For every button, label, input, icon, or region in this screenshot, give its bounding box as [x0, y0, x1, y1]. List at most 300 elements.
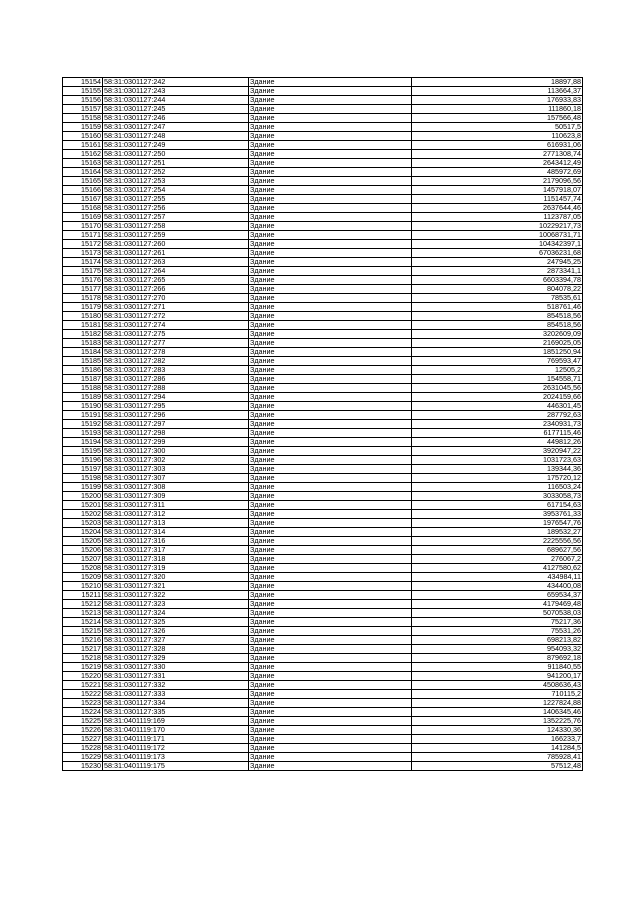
object-type-cell: Здание [249, 339, 412, 348]
object-type-cell: Здание [249, 537, 412, 546]
row-number-cell: 15158 [63, 114, 103, 123]
object-type-cell: Здание [249, 294, 412, 303]
row-number-cell: 15172 [63, 240, 103, 249]
cadastral-number-cell: 58:31:0301127:323 [103, 600, 249, 609]
row-number-cell: 15214 [63, 618, 103, 627]
cadastral-value-cell: 176933,83 [412, 96, 583, 105]
cadastral-value-cell: 2637644,46 [412, 204, 583, 213]
cadastral-value-cell: 785928,41 [412, 753, 583, 762]
object-type-cell: Здание [249, 105, 412, 114]
object-type-cell: Здание [249, 357, 412, 366]
cadastral-number-cell: 58:31:0301127:245 [103, 105, 249, 114]
cadastral-value-cell: 518761,46 [412, 303, 583, 312]
cadastral-value-cell: 175720,12 [412, 474, 583, 483]
table-row [63, 510, 583, 519]
cadastral-value-cell: 4508636,43 [412, 681, 583, 690]
row-number-cell: 15171 [63, 231, 103, 240]
row-number-cell: 15154 [63, 78, 103, 87]
cadastral-number-cell: 58:31:0401119:173 [103, 753, 249, 762]
table-row [63, 87, 583, 96]
cadastral-value-cell: 449812,26 [412, 438, 583, 447]
row-number-cell: 15173 [63, 249, 103, 258]
object-type-cell: Здание [249, 699, 412, 708]
cadastral-number-cell: 58:31:0301127:254 [103, 186, 249, 195]
cadastral-number-cell: 58:31:0301127:300 [103, 447, 249, 456]
object-type-cell: Здание [249, 78, 412, 87]
cadastral-number-cell: 58:31:0301127:295 [103, 402, 249, 411]
table-row [63, 573, 583, 582]
cadastral-value-cell: 116503,24 [412, 483, 583, 492]
object-type-cell: Здание [249, 267, 412, 276]
cadastral-number-cell: 58:31:0301127:308 [103, 483, 249, 492]
table-row [63, 636, 583, 645]
row-number-cell: 15206 [63, 546, 103, 555]
cadastral-number-cell: 58:31:0301127:248 [103, 132, 249, 141]
cadastral-number-cell: 58:31:0301127:298 [103, 429, 249, 438]
cadastral-value-cell: 4127580,62 [412, 564, 583, 573]
cadastral-value-cell: 12505,2 [412, 366, 583, 375]
row-number-cell: 15203 [63, 519, 103, 528]
row-number-cell: 15208 [63, 564, 103, 573]
row-number-cell: 15179 [63, 303, 103, 312]
cadastral-number-cell: 58:31:0301127:263 [103, 258, 249, 267]
cadastral-number-cell: 58:31:0301127:332 [103, 681, 249, 690]
cadastral-number-cell: 58:31:0401119:175 [103, 762, 249, 771]
cadastral-number-cell: 58:31:0301127:252 [103, 168, 249, 177]
row-number-cell: 15189 [63, 393, 103, 402]
object-type-cell: Здание [249, 618, 412, 627]
object-type-cell: Здание [249, 726, 412, 735]
cadastral-value-cell: 78535,61 [412, 294, 583, 303]
cadastral-number-cell: 58:31:0301127:296 [103, 411, 249, 420]
cadastral-value-cell: 6603394,78 [412, 276, 583, 285]
table-row [63, 204, 583, 213]
row-number-cell: 15190 [63, 402, 103, 411]
row-number-cell: 15183 [63, 339, 103, 348]
table-row [63, 429, 583, 438]
cadastral-value-cell: 911840,55 [412, 663, 583, 672]
cadastral-number-cell: 58:31:0301127:325 [103, 618, 249, 627]
object-type-cell: Здание [249, 375, 412, 384]
cadastral-value-cell: 75217,36 [412, 618, 583, 627]
object-type-cell: Здание [249, 465, 412, 474]
cadastral-value-cell: 6177115,46 [412, 429, 583, 438]
cadastral-value-cell: 1031723,63 [412, 456, 583, 465]
cadastral-value-cell: 2631045,56 [412, 384, 583, 393]
cadastral-value-cell: 769593,47 [412, 357, 583, 366]
table-row [63, 114, 583, 123]
cadastral-number-cell: 58:31:0301127:329 [103, 654, 249, 663]
cadastral-number-cell: 58:31:0301127:253 [103, 177, 249, 186]
row-number-cell: 15159 [63, 123, 103, 132]
row-number-cell: 15230 [63, 762, 103, 771]
object-type-cell: Здание [249, 402, 412, 411]
cadastral-value-cell: 139344,36 [412, 465, 583, 474]
cadastral-number-cell: 58:31:0301127:309 [103, 492, 249, 501]
cadastral-number-cell: 58:31:0301127:277 [103, 339, 249, 348]
row-number-cell: 15187 [63, 375, 103, 384]
table-row [63, 339, 583, 348]
object-type-cell: Здание [249, 330, 412, 339]
cadastral-value-cell: 2169025,05 [412, 339, 583, 348]
row-number-cell: 15218 [63, 654, 103, 663]
cadastral-number-cell: 58:31:0301127:320 [103, 573, 249, 582]
object-type-cell: Здание [249, 87, 412, 96]
cadastral-value-cell: 157566,48 [412, 114, 583, 123]
row-number-cell: 15177 [63, 285, 103, 294]
table-row [63, 321, 583, 330]
row-number-cell: 15204 [63, 528, 103, 537]
cadastral-value-cell: 617154,63 [412, 501, 583, 510]
cadastral-value-cell: 710115,2 [412, 690, 583, 699]
object-type-cell: Здание [249, 177, 412, 186]
cadastral-value-cell: 941200,17 [412, 672, 583, 681]
row-number-cell: 15225 [63, 717, 103, 726]
object-type-cell: Здание [249, 285, 412, 294]
row-number-cell: 15211 [63, 591, 103, 600]
cadastral-number-cell: 58:31:0301127:327 [103, 636, 249, 645]
row-number-cell: 15164 [63, 168, 103, 177]
object-type-cell: Здание [249, 114, 412, 123]
object-type-cell: Здание [249, 582, 412, 591]
cadastral-value-cell: 854518,56 [412, 321, 583, 330]
object-type-cell: Здание [249, 474, 412, 483]
table-row [63, 645, 583, 654]
table-row [63, 447, 583, 456]
row-number-cell: 15161 [63, 141, 103, 150]
cadastral-value-cell: 3033058,73 [412, 492, 583, 501]
cadastral-number-cell: 58:31:0301127:244 [103, 96, 249, 105]
table-row [63, 663, 583, 672]
cadastral-number-cell: 58:31:0301127:271 [103, 303, 249, 312]
table-row [63, 231, 583, 240]
object-type-cell: Здание [249, 276, 412, 285]
table-row [63, 474, 583, 483]
row-number-cell: 15197 [63, 465, 103, 474]
table-row [63, 78, 583, 87]
row-number-cell: 15188 [63, 384, 103, 393]
table-row [63, 384, 583, 393]
table-row [63, 312, 583, 321]
cadastral-number-cell: 58:31:0301127:318 [103, 555, 249, 564]
table-row [63, 591, 583, 600]
cadastral-number-cell: 58:31:0301127:283 [103, 366, 249, 375]
object-type-cell: Здание [249, 483, 412, 492]
cadastral-value-cell: 2179096,56 [412, 177, 583, 186]
cadastral-value-cell: 1976547,76 [412, 519, 583, 528]
table-row [63, 492, 583, 501]
cadastral-number-cell: 58:31:0301127:259 [103, 231, 249, 240]
row-number-cell: 15201 [63, 501, 103, 510]
row-number-cell: 15228 [63, 744, 103, 753]
table-row [63, 465, 583, 474]
object-type-cell: Здание [249, 492, 412, 501]
object-type-cell: Здание [249, 735, 412, 744]
table-row [63, 258, 583, 267]
cadastral-value-cell: 1457918,07 [412, 186, 583, 195]
object-type-cell: Здание [249, 681, 412, 690]
table-row [63, 222, 583, 231]
row-number-cell: 15163 [63, 159, 103, 168]
cadastral-number-cell: 58:31:0401119:172 [103, 744, 249, 753]
cadastral-value-cell: 10068731,71 [412, 231, 583, 240]
cadastral-value-cell: 879692,18 [412, 654, 583, 663]
cadastral-number-cell: 58:31:0301127:270 [103, 294, 249, 303]
table-row [63, 177, 583, 186]
cadastral-number-cell: 58:31:0301127:255 [103, 195, 249, 204]
cadastral-number-cell: 58:31:0301127:256 [103, 204, 249, 213]
object-type-cell: Здание [249, 231, 412, 240]
object-type-cell: Здание [249, 717, 412, 726]
row-number-cell: 15220 [63, 672, 103, 681]
row-number-cell: 15170 [63, 222, 103, 231]
cadastral-number-cell: 58:31:0301127:314 [103, 528, 249, 537]
row-number-cell: 15181 [63, 321, 103, 330]
object-type-cell: Здание [249, 240, 412, 249]
cadastral-number-cell: 58:31:0301127:243 [103, 87, 249, 96]
cadastral-number-cell: 58:31:0301127:272 [103, 312, 249, 321]
cadastral-value-cell: 446301,45 [412, 402, 583, 411]
cadastral-value-cell: 154558,71 [412, 375, 583, 384]
table-row [63, 618, 583, 627]
table-row [63, 753, 583, 762]
cadastral-number-cell: 58:31:0301127:311 [103, 501, 249, 510]
table-row [63, 294, 583, 303]
object-type-cell: Здание [249, 303, 412, 312]
cadastral-number-cell: 58:31:0301127:246 [103, 114, 249, 123]
cadastral-value-cell: 1851250,94 [412, 348, 583, 357]
table-row [63, 96, 583, 105]
object-type-cell: Здание [249, 186, 412, 195]
cadastral-number-cell: 58:31:0301127:247 [103, 123, 249, 132]
cadastral-value-cell: 104342397,1 [412, 240, 583, 249]
cadastral-number-cell: 58:31:0301127:303 [103, 465, 249, 474]
cadastral-value-cell: 67036231,68 [412, 249, 583, 258]
row-number-cell: 15209 [63, 573, 103, 582]
row-number-cell: 15226 [63, 726, 103, 735]
row-number-cell: 15185 [63, 357, 103, 366]
table-row [63, 123, 583, 132]
table-row [63, 411, 583, 420]
row-number-cell: 15162 [63, 150, 103, 159]
table-row [63, 240, 583, 249]
table-row [63, 213, 583, 222]
cadastral-value-cell: 276067,2 [412, 555, 583, 564]
cadastral-value-cell: 4179469,48 [412, 600, 583, 609]
cadastral-value-cell: 3202609,09 [412, 330, 583, 339]
cadastral-number-cell: 58:31:0301127:330 [103, 663, 249, 672]
table-row [63, 654, 583, 663]
object-type-cell: Здание [249, 213, 412, 222]
object-type-cell: Здание [249, 690, 412, 699]
row-number-cell: 15221 [63, 681, 103, 690]
table-row [63, 348, 583, 357]
cadastral-value-cell: 2340931,73 [412, 420, 583, 429]
row-number-cell: 15219 [63, 663, 103, 672]
row-number-cell: 15157 [63, 105, 103, 114]
table-row [63, 483, 583, 492]
table-row [63, 744, 583, 753]
cadastral-value-cell: 434984,11 [412, 573, 583, 582]
cadastral-number-cell: 58:31:0301127:328 [103, 645, 249, 654]
cadastral-number-cell: 58:31:0301127:260 [103, 240, 249, 249]
object-type-cell: Здание [249, 762, 412, 771]
object-type-cell: Здание [249, 555, 412, 564]
row-number-cell: 15180 [63, 312, 103, 321]
cadastral-number-cell: 58:31:0301127:324 [103, 609, 249, 618]
table-row [63, 267, 583, 276]
row-number-cell: 15224 [63, 708, 103, 717]
cadastral-value-cell: 804078,22 [412, 285, 583, 294]
row-number-cell: 15167 [63, 195, 103, 204]
row-number-cell: 15186 [63, 366, 103, 375]
object-type-cell: Здание [249, 168, 412, 177]
object-type-cell: Здание [249, 123, 412, 132]
table-row [63, 609, 583, 618]
row-number-cell: 15210 [63, 582, 103, 591]
row-number-cell: 15192 [63, 420, 103, 429]
cadastral-value-cell: 141284,5 [412, 744, 583, 753]
row-number-cell: 15207 [63, 555, 103, 564]
cadastral-value-cell: 50517,5 [412, 123, 583, 132]
cadastral-number-cell: 58:31:0301127:265 [103, 276, 249, 285]
row-number-cell: 15160 [63, 132, 103, 141]
row-number-cell: 15175 [63, 267, 103, 276]
table-row [63, 726, 583, 735]
object-type-cell: Здание [249, 672, 412, 681]
cadastral-number-cell: 58:31:0301127:258 [103, 222, 249, 231]
row-number-cell: 15155 [63, 87, 103, 96]
row-number-cell: 15217 [63, 645, 103, 654]
object-type-cell: Здание [249, 519, 412, 528]
table-row [63, 528, 583, 537]
table-row [63, 735, 583, 744]
cadastral-value-cell: 2024159,66 [412, 393, 583, 402]
cadastral-value-cell: 5070538,03 [412, 609, 583, 618]
cadastral-value-cell: 1352225,76 [412, 717, 583, 726]
cadastral-number-cell: 58:31:0301127:319 [103, 564, 249, 573]
table-row [63, 375, 583, 384]
cadastral-value-cell: 57512,48 [412, 762, 583, 771]
cadastral-value-cell: 2643412,49 [412, 159, 583, 168]
object-type-cell: Здание [249, 249, 412, 258]
object-type-cell: Здание [249, 744, 412, 753]
cadastral-number-cell: 58:31:0301127:250 [103, 150, 249, 159]
cadastral-value-cell: 3953761,33 [412, 510, 583, 519]
row-number-cell: 15191 [63, 411, 103, 420]
object-type-cell: Здание [249, 366, 412, 375]
object-type-cell: Здание [249, 204, 412, 213]
table-row [63, 762, 583, 771]
table-row [63, 690, 583, 699]
row-number-cell: 15182 [63, 330, 103, 339]
object-type-cell: Здание [249, 600, 412, 609]
row-number-cell: 15200 [63, 492, 103, 501]
table-row [63, 537, 583, 546]
object-type-cell: Здание [249, 528, 412, 537]
object-type-cell: Здание [249, 708, 412, 717]
object-type-cell: Здание [249, 393, 412, 402]
table-row [63, 699, 583, 708]
property-table [62, 77, 583, 771]
cadastral-number-cell: 58:31:0301127:317 [103, 546, 249, 555]
row-number-cell: 15212 [63, 600, 103, 609]
row-number-cell: 15176 [63, 276, 103, 285]
cadastral-value-cell: 1123787,05 [412, 213, 583, 222]
cadastral-number-cell: 58:31:0301127:321 [103, 582, 249, 591]
row-number-cell: 15166 [63, 186, 103, 195]
cadastral-value-cell: 113664,37 [412, 87, 583, 96]
object-type-cell: Здание [249, 429, 412, 438]
table-row [63, 672, 583, 681]
cadastral-number-cell: 58:31:0401119:170 [103, 726, 249, 735]
object-type-cell: Здание [249, 150, 412, 159]
object-type-cell: Здание [249, 312, 412, 321]
cadastral-number-cell: 58:31:0301127:335 [103, 708, 249, 717]
cadastral-number-cell: 58:31:0301127:307 [103, 474, 249, 483]
table-row [63, 627, 583, 636]
cadastral-value-cell: 189532,27 [412, 528, 583, 537]
row-number-cell: 15168 [63, 204, 103, 213]
table-row [63, 393, 583, 402]
table-row [63, 249, 583, 258]
object-type-cell: Здание [249, 546, 412, 555]
cadastral-number-cell: 58:31:0301127:302 [103, 456, 249, 465]
object-type-cell: Здание [249, 348, 412, 357]
row-number-cell: 15229 [63, 753, 103, 762]
table-row [63, 600, 583, 609]
row-number-cell: 15202 [63, 510, 103, 519]
table-row [63, 501, 583, 510]
table-row [63, 276, 583, 285]
row-number-cell: 15223 [63, 699, 103, 708]
cadastral-value-cell: 616931,06 [412, 141, 583, 150]
cadastral-number-cell: 58:31:0401119:169 [103, 717, 249, 726]
cadastral-value-cell: 1227824,88 [412, 699, 583, 708]
row-number-cell: 15194 [63, 438, 103, 447]
table-row [63, 150, 583, 159]
cadastral-number-cell: 58:31:0301127:297 [103, 420, 249, 429]
row-number-cell: 15169 [63, 213, 103, 222]
row-number-cell: 15195 [63, 447, 103, 456]
table-row [63, 681, 583, 690]
row-number-cell: 15227 [63, 735, 103, 744]
table-row [63, 357, 583, 366]
table-row [63, 582, 583, 591]
row-number-cell: 15213 [63, 609, 103, 618]
row-number-cell: 15198 [63, 474, 103, 483]
cadastral-number-cell: 58:31:0301127:322 [103, 591, 249, 600]
object-type-cell: Здание [249, 609, 412, 618]
cadastral-value-cell: 18897,88 [412, 78, 583, 87]
cadastral-value-cell: 287792,63 [412, 411, 583, 420]
table-row [63, 303, 583, 312]
row-number-cell: 15222 [63, 690, 103, 699]
cadastral-number-cell: 58:31:0301127:312 [103, 510, 249, 519]
table-row [63, 717, 583, 726]
row-number-cell: 15174 [63, 258, 103, 267]
cadastral-number-cell: 58:31:0301127:274 [103, 321, 249, 330]
cadastral-number-cell: 58:31:0301127:288 [103, 384, 249, 393]
property-table-body [63, 78, 583, 771]
object-type-cell: Здание [249, 573, 412, 582]
cadastral-number-cell: 58:31:0301127:275 [103, 330, 249, 339]
cadastral-number-cell: 58:31:0301127:331 [103, 672, 249, 681]
cadastral-number-cell: 58:31:0301127:286 [103, 375, 249, 384]
cadastral-number-cell: 58:31:0301127:261 [103, 249, 249, 258]
cadastral-value-cell: 111860,18 [412, 105, 583, 114]
row-number-cell: 15165 [63, 177, 103, 186]
